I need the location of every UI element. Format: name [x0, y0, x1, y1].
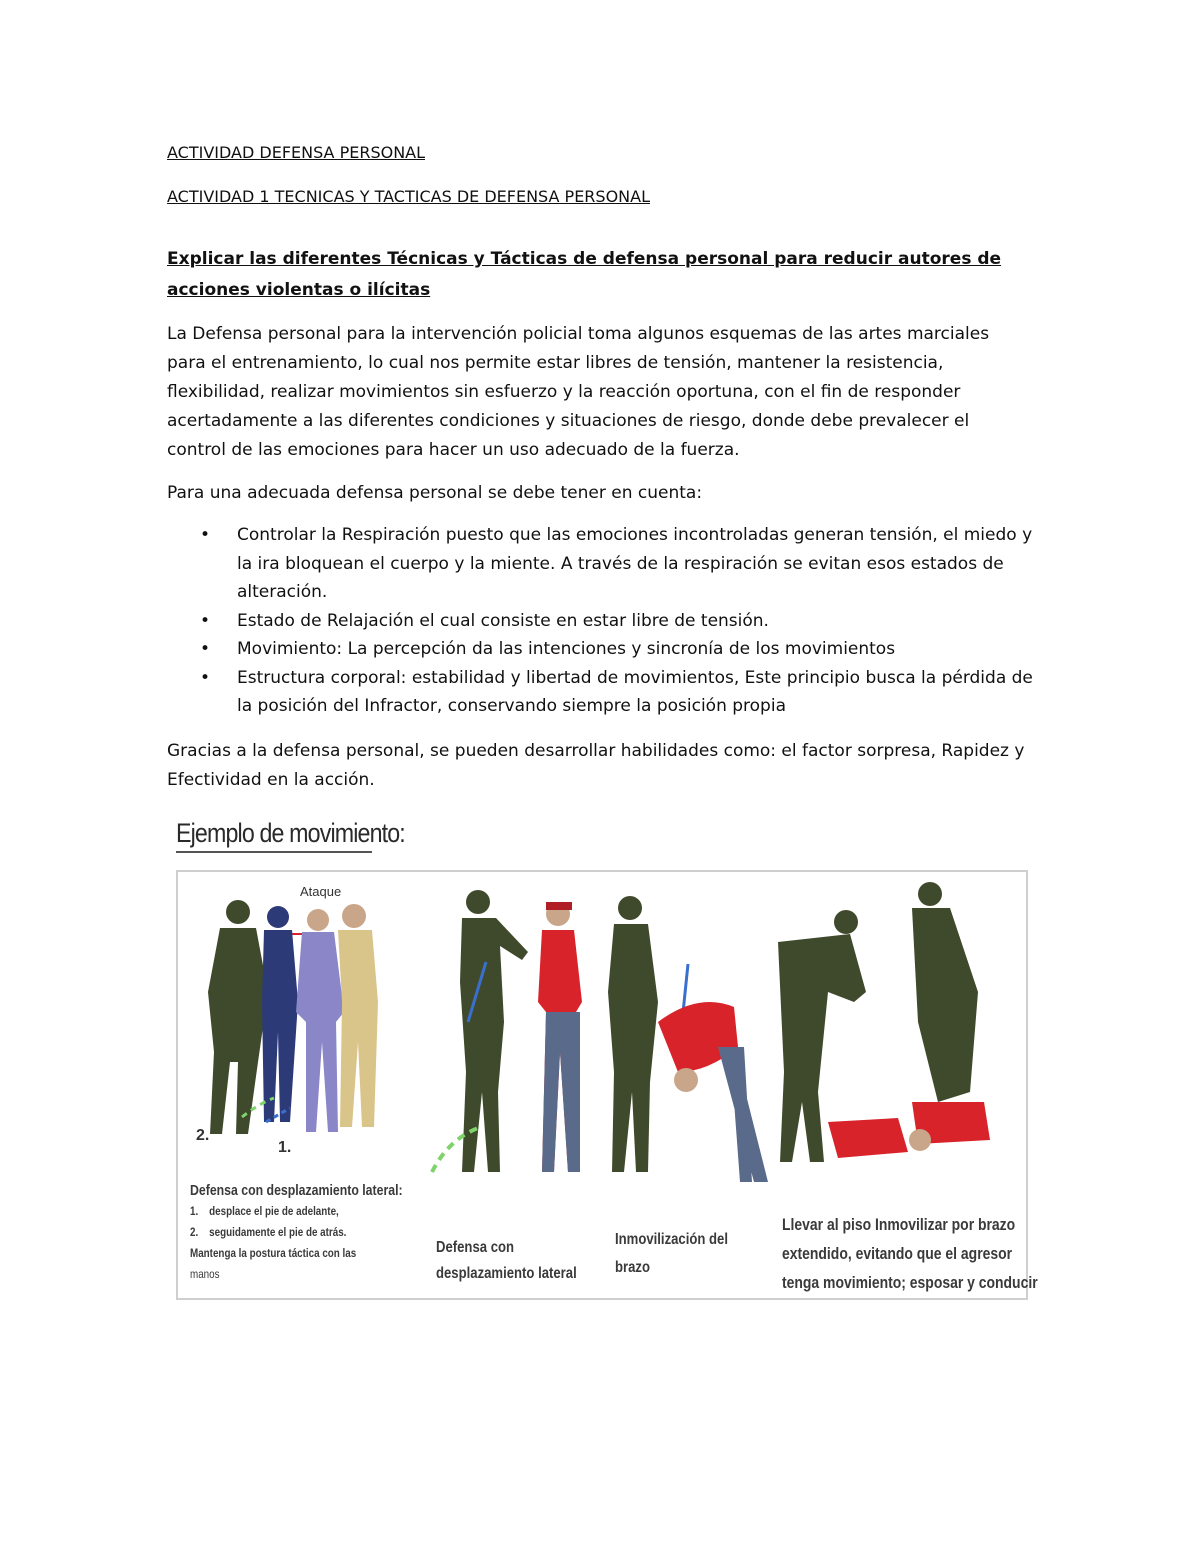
bullet-icon: • [200, 610, 211, 631]
cap [546, 902, 572, 910]
officer-head [618, 896, 642, 920]
officer-body [608, 924, 658, 1172]
civilian-head [674, 1068, 698, 1092]
scene-arm-immobilization [608, 896, 768, 1182]
scene-defense-lateral-2 [432, 890, 582, 1172]
bullet-icon: • [200, 667, 211, 688]
attacker-head [307, 909, 329, 931]
civilian-body [338, 930, 378, 1127]
movement-example-figure [176, 870, 1038, 1300]
attack-label: Ataque [300, 884, 342, 899]
officer-head [466, 890, 490, 914]
scene-lateral-defense [196, 884, 378, 1156]
figure-title: Ejemplo de movimiento: [176, 818, 405, 848]
considerations-paragraph: Para una adecuada defensa personal se debe tener en cuenta: [167, 483, 703, 503]
officer-body [208, 928, 268, 1134]
heading-activity-1: ACTIVIDAD 1 TECNICAS Y TACTICAS DE DEFENSA PERSONAL [167, 187, 650, 206]
officer-head [834, 910, 858, 934]
navy-officer-head [267, 906, 289, 928]
list-item: • Controlar la Respiración puesto que las emociones incontroladas generan tensión, el miedo y la ira bloquean el cuerpo y la miente. A través de la respiración se evitan esos estados de alteración. [200, 521, 1040, 607]
officer-head-2 [918, 882, 942, 906]
bullet-icon: • [200, 525, 211, 545]
caption-floor-control: Llevar al piso Inmovilizar por brazo extendido, evitando que el agresor tenga movimiento; esposar y conducir [782, 1215, 1038, 1292]
civilian-jeans [542, 1012, 580, 1172]
skills-paragraph: Gracias a la defensa personal, se pueden desarrollar habilidades como: el factor sorpresa, Rapidez y Efectividad en la acción. [167, 741, 1025, 790]
intro-paragraph: La Defensa personal para la intervención policial toma algunos esquemas de las artes marciales para el entrenamiento, lo cual nos permite estar libres de tensión, mantener la resistencia, flexibilidad, realizar movimientos sin esfuerzo y la reacción oportuna, con el fin de responder acertadamente a las diferentes condiciones y situaciones de riesgo, donde debe prevalecer el control de las emociones para hacer un uso adecuado de la fuerza. [167, 324, 990, 460]
caption-defense-lateral: Defensa con desplazamiento lateral [436, 1239, 577, 1282]
list-item: • Estado de Relajación el cual consiste en estar libre de tensión. [200, 607, 1040, 636]
scene-floor-control [778, 882, 990, 1162]
officer-body-2 [912, 908, 978, 1102]
officer-body [460, 918, 528, 1172]
step-1-label: 1. [278, 1139, 292, 1156]
heading-objective: Explicar las diferentes Técnicas y Tácticas de defensa personal para reducir autores de acciones violentas o ilícitas [167, 249, 1002, 300]
caption-arm-immobilization: Inmovilización del brazo [615, 1231, 729, 1276]
figure-title-underline [176, 851, 372, 853]
civilian-head [342, 904, 366, 928]
civilian-head-2 [909, 1129, 931, 1151]
navy-officer-body [262, 930, 298, 1122]
considerations-list [200, 521, 1040, 721]
step-2-label: 2. [196, 1127, 210, 1144]
civilian-on-floor [828, 1118, 908, 1158]
list-item: • Movimiento: La percepción da las intenciones y sincronía de los movimientos [200, 635, 1040, 664]
officer-head [226, 900, 250, 924]
caption-lateral-defense: Defensa con desplazamiento lateral: 1. desplace el pie de adelante, 2. seguidamente el pie de atrás. Mantenga la postura táctica con las manos [190, 1182, 403, 1281]
heading-activity: ACTIVIDAD DEFENSA PERSONAL [167, 143, 426, 162]
attacker-body [296, 932, 344, 1132]
civilian-legs [718, 1047, 768, 1182]
bullet-icon: • [200, 639, 211, 659]
list-item: • Estructura corporal: estabilidad y libertad de movimientos, Este principio busca la pérdida de la posición del Infractor, conservando siempre la posición propia [200, 664, 1040, 721]
